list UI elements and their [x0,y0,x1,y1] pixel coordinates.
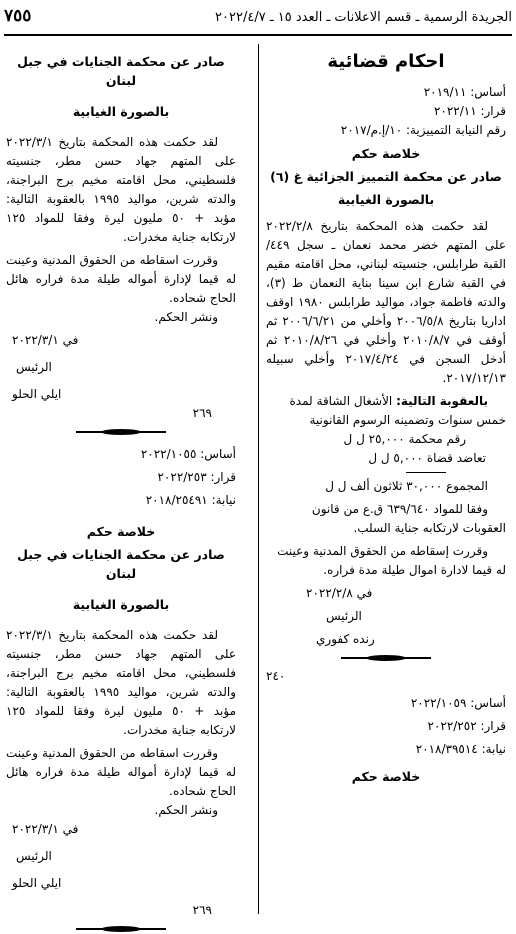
reference-number: ٢٦٩ [192,903,212,917]
court-name: صادر عن محكمة الجنايات في جبل لبنان [17,54,225,88]
judgment-body: لقد حكمت هذه المحكمة بتاريخ ٢٠٢٢/٢/٨ على المتهم خضر محمد نعمان ـ سجل ٤٤٩/ القبة طرابلس، جنسيته لبناني، محل اقامته مقيم في القبة شارع ابن سينا بناية النعمان ط (٣)، والدته فاطمة جواد، مواليد طرابلس ١٩٨٠ اوقف اداريا بتاريخ ٢٠٠٦/٥/٨ وأخلي من ٢٠٠٦/٦/٢١ ثم أوقف في ٢٠١٠/٨/٧ وأخلي في ٢٠١٠/٨/٢٦ ثم أدخل السجن في ٢٠١٧/٤/٢٤ وأخلي سبيله ٢٠١٧/١٢/١٣. [266,219,507,385]
case-asas: أساس: ٢٠١٩/١١ [423,85,506,99]
judgment-summary-heading: خلاصة حكم [351,146,421,161]
case-qarar: قرار: ٢٠٢٢/٢٥٢ [427,719,506,733]
fee-judges: تعاضد قضاة ٥,٠٠٠ ل ل [368,451,486,465]
president-name: ايلي الحلو [12,387,62,401]
case-qarar: قرار: ٢٠٢٢/١١ [433,104,506,118]
judgment-date: في ٢٠٢٢/٣/١ [12,822,79,836]
penalty-text: الأشغال الشاقة لمدة خمس سنوات وتضمينه الرسوم القانونية [289,394,506,427]
judgment-summary-heading: خلاصة حكم [86,524,156,539]
president-label: الرئيس [326,609,362,623]
column-divider [258,44,259,914]
sum-rule [406,472,446,473]
president-label: الرئيس [16,849,52,863]
case-asas: أساس: ٢٠٢٢/١٠٥٥ [140,447,236,461]
president-label: الرئيس [16,360,52,374]
separator-ornament [341,655,431,661]
judgment-form: بالصورة الغيابية [72,597,170,612]
case-asas: أساس: ٢٠٢٢/١٠٥٩ [410,696,506,710]
fee-court: رقم محكمة ٢٥,٠٠٠ ل ل [343,432,466,446]
president-name: ايلي الحلو [12,876,62,890]
case-qarar: قرار: ٢٠٢٢/٢٥٣ [157,470,236,484]
header-text: الجريدة الرسمية ـ قسم الاعلانات ـ العدد ١٥ ـ ٢٠٢٢/٤/٧ [215,10,512,25]
judgment-body: لقد حكمت هذه المحكمة بتاريخ ٢٠٢٢/٣/١ على المتهم جهاد حسن مطر، جنسيته فلسطيني، محل اقامته مخيم برج البراجنة، والدته شرين، مواليد ١٩٩٥ بالعقوبة التالية: مؤبد + ٥٠ مليون ليرة وفقا للمواد ١٢٥ لارتكابه جناية مخدرات. [6,628,236,737]
penalty-label: بالعقوبة التالية: [396,394,488,408]
reference-number: ٢٤٠ [266,669,286,683]
judgment-form: بالصورة الغيابية [337,192,435,207]
judgment-body: لقد حكمت هذه المحكمة بتاريخ ٢٠٢٢/٣/١ على المتهم جهاد حسن مطر، جنسيته فلسطيني، محل اقامته مخيم برج البراجنة، والدته شرين، مواليد ١٩٩٥ بالعقوبة التالية: مؤبد + ٥٠ مليون ليرة وفقا للمواد ١٢٥ لارتكابه جناية مخدرات. [6,135,236,244]
law-articles: وفقا للمواد ٦٣٩/٦٤٠ ق.ع من قانون العقوبات لارتكابه جناية السلب. [311,502,506,535]
court-name: صادر عن محكمة الجنايات في جبل لبنان [17,547,225,581]
right-column [266,44,506,926]
page-header [4,4,512,36]
judgment-form: بالصورة الغيابية [72,104,170,119]
case-niyaba: نيابة: ٢٠١٨/٣٩٥١٤ [415,742,506,756]
president-name: رنده كفوري [316,632,375,646]
separator-ornament [76,429,166,435]
civil-rights-decision: وقررت اسقاطه من الحقوق المدنية وعينت له قيما لإدارة أمواله طيلة مدة فراره هائل الحاج شحاده. [6,253,236,305]
reference-number: ٢٦٩ [192,406,212,420]
court-name: صادر عن محكمة التمييز الجزائية غ (٦) [270,169,502,184]
fee-total: المجموع ٣٠,٠٠٠ ثلاثون ألف ل ل [325,479,488,493]
case-niyaba: رقم النيابة التمييزية: ١٠/إ.م/٢٠١٧ [340,123,506,137]
judgment-date: في ٢٠٢٢/٢/٨ [306,586,373,600]
judgment-date: في ٢٠٢٢/٣/١ [12,333,79,347]
publish-note: ونشر الحكم. [154,803,218,817]
civil-rights-decision: وقررت إسقاطه من الحقوق المدنية وعينت له قيما لادارة اموال طيلة مدة فراره. [277,544,506,577]
page-number: ٧٥٥ [4,6,32,26]
judgment-summary-heading: خلاصة حكم [351,769,421,784]
left-column [6,44,236,926]
penalty-paragraph [266,392,506,430]
section-title: احكام قضائية [327,51,445,72]
civil-rights-decision: وقررت اسقاطه من الحقوق المدنية وعينت له قيما لإدارة أمواله طيلة مدة فراره هائل الحاج شحاده. [6,746,236,798]
separator-ornament [76,926,166,932]
publish-note: ونشر الحكم. [154,310,218,324]
header-rule [4,34,512,36]
case-niyaba: نيابة: ٢٠١٨/٢٥٤٩١ [145,493,236,507]
